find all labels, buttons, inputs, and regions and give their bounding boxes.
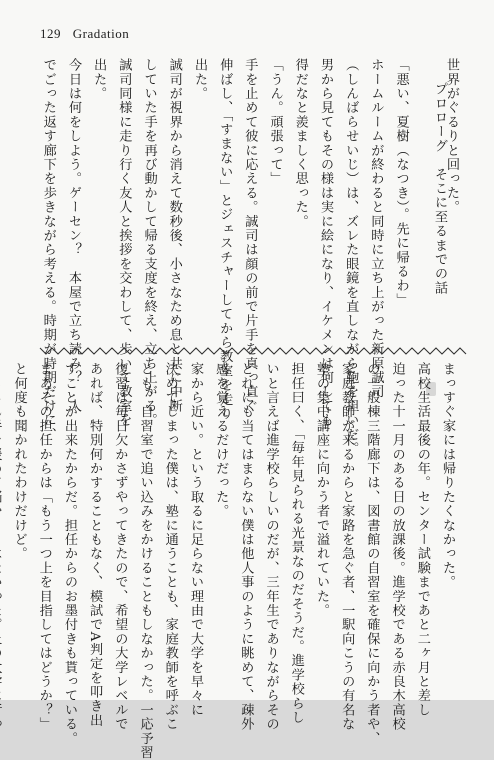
text-line: 復習は毎日欠かさずやってきたので、希望の大学レベルで: [112, 362, 128, 732]
text-line: 家から近い。という取るに足らない理由で大学を早々に: [187, 362, 203, 717]
text-line: 世界がぐるりと回った。: [444, 58, 459, 215]
text-line: の一般棟三階廊下は、図書館の自習室を確保に向かう者や、: [364, 362, 380, 746]
lower-text-block: [11, 362, 460, 760]
text-line: （しんばらせいじ）は、ズレた眼鏡を直しながら鞄を担いだ。: [343, 58, 359, 456]
text-line: すことが出来たからだ。担任からのお墨付きも貰っている。: [61, 362, 77, 746]
page-header: [40, 26, 129, 42]
text-line: でごった返す廊下を歩きながら考える。時期が時期だけに、: [40, 58, 56, 442]
text-line: いと言えば進学校らしいのだが、三年生でありながらその: [263, 362, 279, 732]
section-divider: [40, 346, 468, 356]
text-line: していた手を再び動かして帰る支度を終え、立ち上がる。: [141, 58, 157, 428]
book-title: Gradation: [72, 26, 130, 41]
text-line: 「悪い、夏樹（なつき）。先に帰るわ」: [393, 58, 409, 307]
text-line: [0, 362, 6, 662]
text-line: [414, 58, 439, 348]
text-line: 決めてしまった僕は、塾に通うことも、家庭教師を呼ぶこ: [162, 362, 178, 732]
text-line: 今日は何をしよう。ゲーセン？ 本屋で立ち読み？ 人: [65, 58, 81, 413]
text-line: 誠司同様に走り行く友人と挨拶を交わして、歩いて教室を: [116, 58, 132, 428]
text-line: 男から見てもその様は実に絵になり、イケメンは何しても: [317, 58, 333, 428]
text-line: 出た。: [191, 58, 207, 101]
text-line: 担任曰く、「毎年見られる光景なのだそうだ。進学校らし: [288, 362, 304, 725]
text-line: ホームルームが終わると同時に立ち上がった新原誠司: [368, 58, 384, 399]
text-line: 得だなと羨ましく思った。: [292, 58, 308, 229]
zigzag-divider-icon: [40, 346, 468, 356]
text-line: 塾の集中講座に向かう者で溢れていた。: [313, 362, 329, 618]
text-line: どれにも当てはまらない僕は他人事のように眺めて、疎外: [238, 362, 254, 732]
page-number: 129: [40, 26, 61, 41]
text-line: 家庭教師が来るからと家路を急ぐ者、一駅向こうの有名な: [339, 362, 355, 732]
text-line: とも、自習室で追い込みをかけることもしなかった。一応予習: [137, 362, 153, 760]
text-line: 出た。: [91, 58, 107, 101]
text-line: 手を止めて彼に応える。誠司は顔の前で片手を真っ直ぐ: [242, 58, 258, 413]
text-line: 感を覚えるだけだった。: [213, 362, 229, 519]
text-line: まあその担任からは「もう一つ上を目指してはどうか？」: [36, 362, 52, 732]
chapter-heading: プロローグ そこに至るまでの話: [432, 82, 447, 295]
text-line: 伸ばし、「すまない」とジェスチャーしてから教室を走り: [217, 58, 233, 421]
text-line: 高校生活最後の年。センター試験まであと二ヶ月と差し: [414, 362, 430, 717]
text-line: と何度も聞かれたわけだけど。: [11, 362, 27, 561]
text-line: 「うん。頑張って」: [267, 58, 283, 186]
text-line: 迫った十一月のある日の放課後。進学校である赤良木高校: [389, 362, 405, 732]
text-line: 誠司が視界から消えて数秒後、小さなため息と共に中断: [166, 58, 182, 413]
text-line: あれば、特別何かすることもなく、模試でA判定を叩き出: [87, 362, 103, 728]
text-line: まっすぐ家には帰りたくなかった。: [440, 362, 455, 590]
